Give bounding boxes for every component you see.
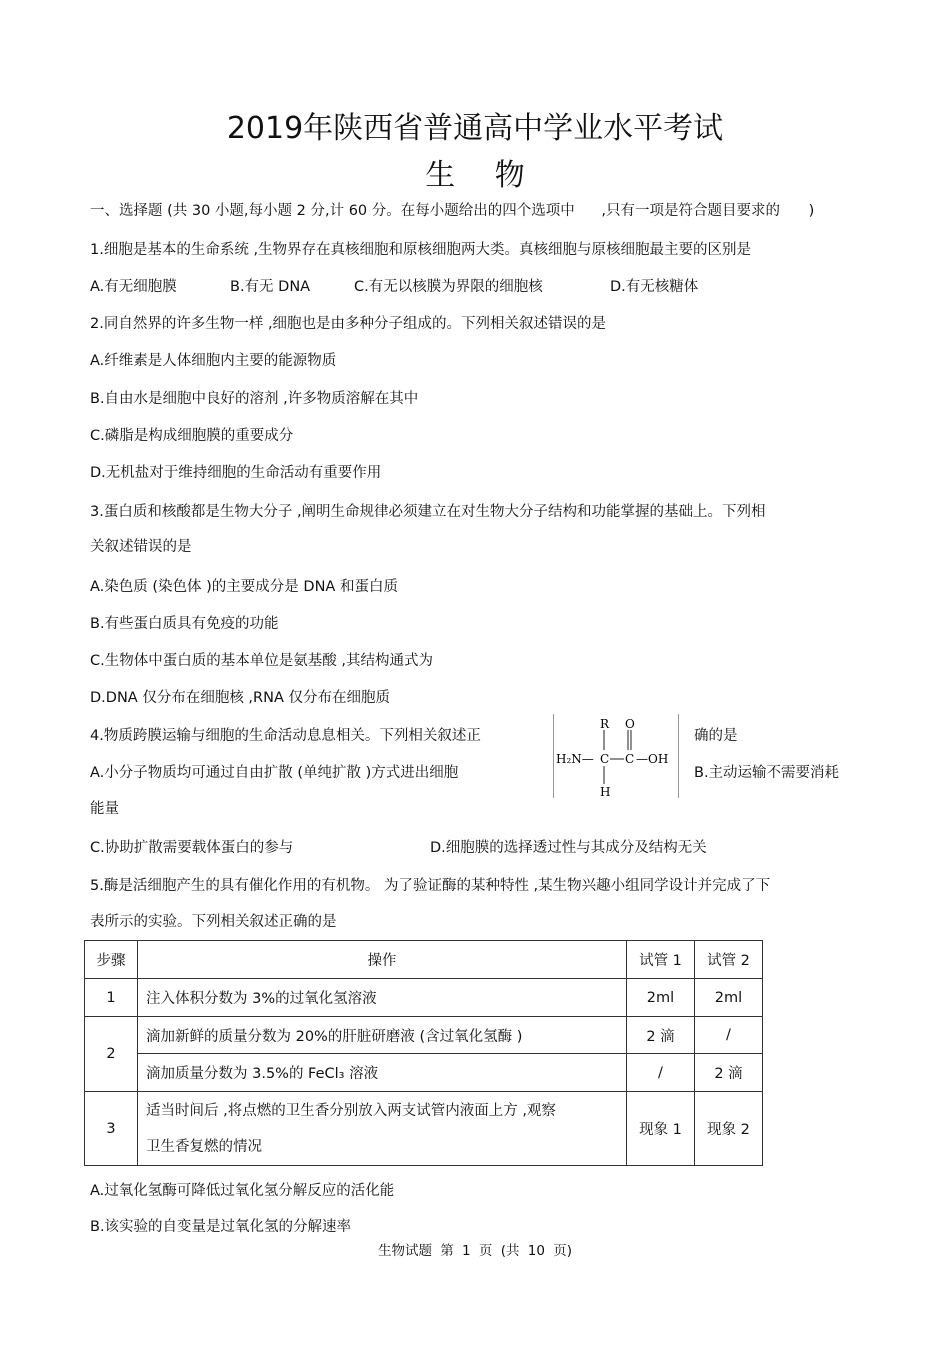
step-cell: 1 bbox=[85, 979, 138, 1017]
section-instructions-part3: ) bbox=[808, 203, 815, 219]
tube2-cell: / bbox=[695, 1017, 763, 1054]
q2-option-b: B.自由水是细胞中良好的溶剂 ,许多物质溶解在其中 bbox=[90, 391, 419, 407]
q2-option-d: D.无机盐对于维持细胞的生命活动有重要作用 bbox=[90, 465, 382, 481]
q4-stem-part1: 4.物质跨膜运输与细胞的生命活动息息相关。下列相关叙述正 bbox=[90, 728, 481, 744]
operation-cell bbox=[138, 1092, 627, 1166]
tube1-cell: / bbox=[627, 1054, 695, 1092]
q4-stem-part2: 确的是 bbox=[694, 728, 738, 744]
tube2-cell: 2ml bbox=[695, 979, 763, 1017]
table-header-row bbox=[85, 941, 763, 979]
q5-stem-line2: 表所示的实验。下列相关叙述正确的是 bbox=[90, 914, 337, 930]
header-tube2: 试管 2 bbox=[695, 941, 763, 979]
q3-option-b: B.有些蛋白质具有免疫的功能 bbox=[90, 616, 279, 632]
section-instructions-part1: 一、选择题 (共 30 小题,每小题 2 分,计 60 分。在每小题给出的四个选项中 bbox=[90, 203, 575, 219]
operation-cell: 注入体积分数为 3%的过氧化氢溶液 bbox=[138, 979, 627, 1017]
formula-oh: —OH bbox=[636, 752, 669, 766]
page-footer: 生物试题 第 1 页 (共 10 页) bbox=[377, 1243, 573, 1259]
subject-title: 生 物 bbox=[425, 158, 525, 193]
formula-c1: C bbox=[600, 752, 610, 766]
tube1-cell: 2ml bbox=[627, 979, 695, 1017]
amino-acid-formula bbox=[553, 714, 679, 798]
q1-option-c: C.有无以核膜为界限的细胞核 bbox=[354, 279, 543, 295]
q3-option-a: A.染色质 (染色体 )的主要成分是 DNA 和蛋白质 bbox=[90, 579, 398, 595]
step-cell: 2 bbox=[85, 1017, 138, 1092]
q3-stem-line1: 3.蛋白质和核酸都是生物大分子 ,阐明生命规律必须建立在对生物大分子结构和功能掌握的基础上。下列相 bbox=[90, 504, 766, 520]
step-cell: 3 bbox=[85, 1092, 138, 1166]
q1-option-d: D.有无核糖体 bbox=[610, 279, 699, 295]
q2-option-c: C.磷脂是构成细胞膜的重要成分 bbox=[90, 428, 294, 444]
operation-line2: 卫生香复燃的情况 bbox=[146, 1138, 262, 1155]
q5-option-b: B.该实验的自变量是过氧化氢的分解速率 bbox=[90, 1219, 352, 1235]
q1-stem: 1.细胞是基本的生命系统 ,生物界存在真核细胞和原核细胞两大类。真核细胞与原核细胞最主要的区别是 bbox=[90, 242, 752, 258]
q2-option-a: A.纤维素是人体细胞内主要的能源物质 bbox=[90, 353, 337, 369]
operation-cell: 滴加新鲜的质量分数为 20%的肝脏研磨液 (含过氧化氢酶 ) bbox=[138, 1017, 627, 1054]
q1-option-a: A.有无细胞膜 bbox=[90, 279, 177, 295]
header-operation: 操作 bbox=[138, 941, 627, 979]
formula-r: R bbox=[600, 717, 610, 731]
formula-nh2: H₂N— bbox=[556, 752, 594, 766]
q2-stem: 2.同自然界的许多生物一样 ,细胞也是由多种分子组成的。下列相关叙述错误的是 bbox=[90, 316, 607, 332]
q4-option-a: A.小分子物质均可通过自由扩散 (单纯扩散 )方式进出细胞 bbox=[90, 765, 459, 781]
q4-option-b-part2: 能量 bbox=[90, 801, 119, 817]
q3-option-d: D.DNA 仅分布在细胞核 ,RNA 仅分布在细胞质 bbox=[90, 690, 390, 706]
q4-option-b-part1: B.主动运输不需要消耗 bbox=[694, 765, 840, 781]
operation-line1: 适当时间后 ,将点燃的卫生香分别放入两支试管内液面上方 ,观察 bbox=[146, 1102, 556, 1119]
section-instructions bbox=[90, 202, 814, 220]
q4-option-c: C.协助扩散需要载体蛋白的参与 bbox=[90, 840, 294, 856]
q3-option-c: C.生物体中蛋白质的基本单位是氨基酸 ,其结构通式为 bbox=[90, 653, 433, 669]
formula-h: H bbox=[600, 785, 611, 798]
table-row bbox=[85, 1092, 763, 1166]
table-row bbox=[85, 1017, 763, 1054]
table-row bbox=[85, 1054, 763, 1092]
amino-acid-formula-diagram bbox=[554, 714, 678, 798]
header-step: 步骤 bbox=[85, 941, 138, 979]
exam-title: 2019年陕西省普通高中学业水平考试 bbox=[226, 111, 724, 146]
tube2-cell: 2 滴 bbox=[695, 1054, 763, 1092]
formula-c2: C bbox=[625, 752, 635, 766]
tube2-cell: 现象 2 bbox=[695, 1092, 763, 1166]
q1-option-b: B.有无 DNA bbox=[230, 279, 311, 295]
q5-option-a: A.过氧化氢酶可降低过氧化氢分解反应的活化能 bbox=[90, 1183, 395, 1199]
q3-stem-line2: 关叙述错误的是 bbox=[90, 539, 192, 555]
tube1-cell: 2 滴 bbox=[627, 1017, 695, 1054]
table-row bbox=[85, 979, 763, 1017]
operation-cell: 滴加质量分数为 3.5%的 FeCl₃ 溶液 bbox=[138, 1054, 627, 1092]
section-instructions-part2: ,只有一项是符合题目要求的 bbox=[601, 203, 780, 219]
q4-option-d: D.细胞膜的选择透过性与其成分及结构无关 bbox=[430, 840, 707, 856]
tube1-cell: 现象 1 bbox=[627, 1092, 695, 1166]
formula-o: O bbox=[625, 717, 635, 731]
q5-stem-line1: 5.酶是活细胞产生的具有催化作用的有机物。 为了验证酶的某种特性 ,某生物兴趣小组同学设计并完成了下 bbox=[90, 878, 771, 894]
header-tube1: 试管 1 bbox=[627, 941, 695, 979]
experiment-table bbox=[84, 940, 763, 1166]
